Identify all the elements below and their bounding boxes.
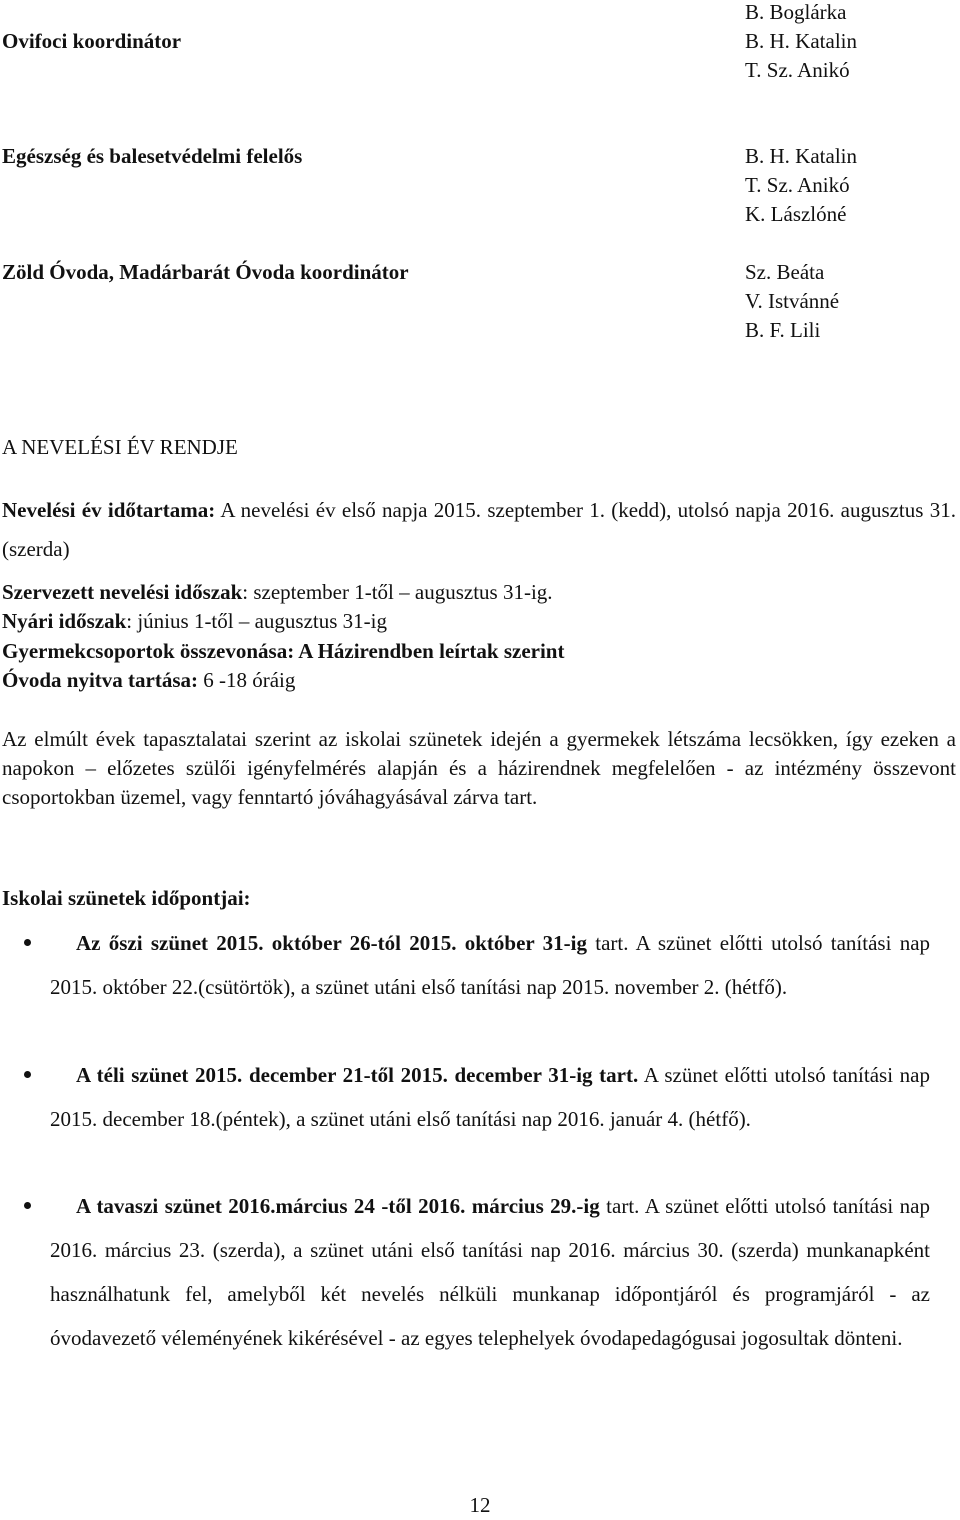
year-duration: [2, 491, 956, 569]
role-name: B. H. Katalin: [745, 29, 857, 53]
role-names: [745, 142, 857, 229]
role-title: Ovifoci koordinátor: [2, 29, 182, 53]
summer-label: Nyári időszak: [2, 609, 127, 633]
organized-text: : szeptember 1-től – augusztus 31-ig.: [242, 580, 553, 604]
bullet-icon: [24, 1202, 31, 1209]
break-item: [50, 1184, 930, 1360]
organized-label: Szervezett nevelési időszak: [2, 580, 243, 604]
break-item: [50, 921, 930, 1009]
role-name: Sz. Beáta: [745, 260, 825, 284]
break-details: tart. A szünet előtti utolsó tanítási nap 2015. október 22.(csütörtök), a szünet utáni első tanítási nap 2015. november 2. (hétfő).: [50, 931, 931, 999]
break-dates: A tavaszi szünet 2016.március 24 -től 2016. március 29.-ig: [76, 1194, 600, 1218]
opening-text: 6 -18 óráig: [198, 668, 296, 692]
break-dates: Az őszi szünet 2015. október 26-tól 2015. október 31-ig: [76, 931, 587, 955]
role-title: Egészség és balesetvédelmi felelős: [2, 144, 303, 168]
role-name: B. Boglárka: [745, 0, 847, 24]
role-title: Zöld Óvoda, Madárbarát Óvoda koordinátor: [2, 260, 409, 284]
page-number: 12: [469, 1493, 491, 1517]
group-merge: Gyermekcsoportok összevonása: A Házirendben leírtak szerint: [2, 639, 565, 663]
break-item: [50, 1053, 930, 1141]
role-name: T. Sz. Anikó: [745, 173, 850, 197]
break-details: tart. A szünet előtti utolsó tanítási nap 2016. március 23. (szerda), a szünet utáni első tanítási nap 2016. március 30. (szerda) munkanapként használhatunk fel, amelyből két nevelés nélküli munkanap időpontjáról és programjáról - az óvodavezető véleményének kikérésével - az egyes telephelyek óvodapedagógusai jogosultak dönteni.: [50, 1194, 930, 1350]
role-name: T. Sz. Anikó: [745, 58, 850, 82]
opening-label: Óvoda nyitva tartása:: [2, 668, 198, 692]
section-title: A NEVELÉSI ÉV RENDJE: [2, 435, 238, 459]
role-name: B. H. Katalin: [745, 144, 857, 168]
role-name: B. F. Lili: [745, 318, 821, 342]
role-names: [745, 0, 857, 85]
role-name: V. Istvánné: [745, 289, 840, 313]
summer-paragraph: Az elmúlt évek tapasztalatai szerint az iskolai szünetek idején a gyermekek létszáma lecsökken, így ezeken a napokon – előzetes szülői igényfelmérés alapján és a házirendnek megfelelően - az intézmény összevont csoportokban üzemel, vagy fenntartó jóváhagyásával zárva tart.: [2, 727, 956, 809]
year-label: Nevelési év időtartama:: [2, 498, 216, 522]
role-names: [745, 258, 839, 345]
breaks-title: Iskolai szünetek időpontjai:: [2, 886, 251, 910]
opening-hours: [2, 666, 295, 695]
bullet-icon: [24, 1071, 31, 1078]
summer-period: [2, 607, 387, 636]
break-details: A szünet előtti utolsó tanítási nap 2015. december 18.(péntek), a szünet utáni első tanítási nap 2016. január 4. (hétfő).: [50, 1063, 930, 1131]
bullet-icon: [24, 939, 31, 946]
organized-period: [2, 578, 553, 607]
break-dates: A téli szünet 2015. december 21-től 2015. december 31-ig tart.: [76, 1063, 639, 1087]
role-name: K. Lászlóné: [745, 202, 847, 226]
summer-text: : június 1-től – augusztus 31-ig: [126, 609, 388, 633]
year-text: A nevelési év első napja 2015. szeptember 1. (kedd), utolsó napja 2016. augusztus 31. (szerda): [2, 498, 956, 561]
